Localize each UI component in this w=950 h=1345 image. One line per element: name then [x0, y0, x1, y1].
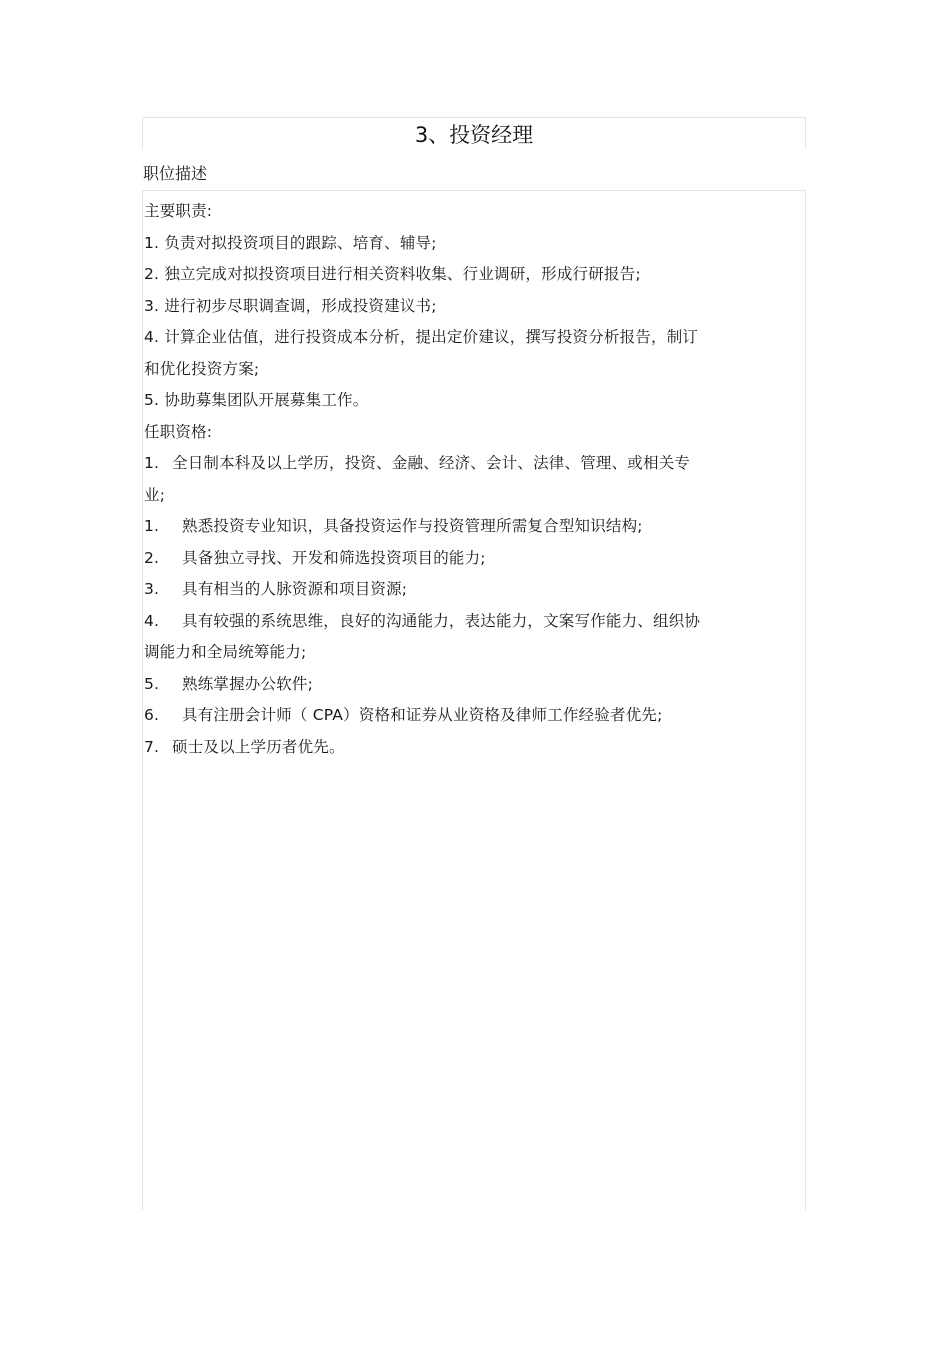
qualification-text: 具有注册会计师（ CPA）资格和证券从业资格及律师工作经验者优先; — [182, 706, 663, 724]
responsibility-item: 5. 协助募集团队开展募集工作。 — [144, 391, 369, 409]
qualification-text: 熟悉投资专业知识，具备投资运作与投资管理所需复合型知识结构; — [182, 517, 643, 535]
qualification-number: 2. — [144, 548, 160, 567]
qualification-item — [144, 606, 784, 638]
responsibility-item: 2. 独立完成对拟投资项目进行相关资料收集、行业调研，形成行研报告; — [144, 265, 641, 283]
qualification-text: 具有相当的人脉资源和项目资源; — [182, 580, 408, 598]
qualification-item — [144, 448, 784, 480]
qualification-item — [144, 669, 784, 701]
content-box — [142, 190, 806, 1210]
responsibility-item-continued: 和优化投资方案; — [144, 359, 260, 378]
qualification-item-continued — [144, 480, 784, 512]
qualification-text: 硕士及以上学历者优先。 — [172, 737, 345, 756]
title-box — [142, 117, 806, 149]
qualification-item-continued — [144, 637, 784, 669]
qualification-item — [144, 732, 784, 764]
qualification-number: 1. — [144, 454, 160, 472]
qualification-item — [144, 511, 784, 543]
qualification-text: 全日制本科及以上学历，投资、金融、经济、会计、法律、管理、或相关专 — [172, 454, 691, 472]
qualifications-heading: 任职资格: — [144, 422, 213, 441]
qualification-text: 业; — [144, 485, 166, 504]
qualification-number: 4. — [144, 611, 160, 630]
qualification-text: 调能力和全局统筹能力; — [144, 643, 307, 661]
content-lines — [144, 196, 784, 763]
qualification-item — [144, 700, 784, 732]
qualification-text: 熟练掌握办公软件; — [182, 674, 314, 693]
qualification-text: 具有较强的系统思维，良好的沟通能力，表达能力，文案写作能力、组织协 — [182, 611, 701, 630]
qualification-number: 6. — [144, 706, 160, 724]
page-title: 3、投资经理 — [414, 123, 534, 147]
qualification-number: 5. — [144, 674, 160, 693]
responsibility-item: 4. 计算企业估值，进行投资成本分析，提出定价建议，撰写投资分析报告，制订 — [144, 328, 699, 346]
qualification-item — [144, 543, 784, 575]
qualification-item — [144, 574, 784, 606]
qualification-text: 具备独立寻找、开发和筛选投资项目的能力; — [182, 548, 486, 567]
qualification-number: 1. — [144, 517, 160, 535]
section-label: 职位描述 — [143, 164, 208, 183]
qualification-number: 7. — [144, 737, 160, 756]
responsibility-item: 3. 进行初步尽职调查调，形成投资建议书; — [144, 296, 437, 315]
responsibility-item: 1. 负责对拟投资项目的跟踪、培育、辅导; — [144, 233, 437, 252]
qualification-number: 3. — [144, 580, 160, 598]
responsibilities-heading: 主要职责: — [144, 202, 213, 220]
